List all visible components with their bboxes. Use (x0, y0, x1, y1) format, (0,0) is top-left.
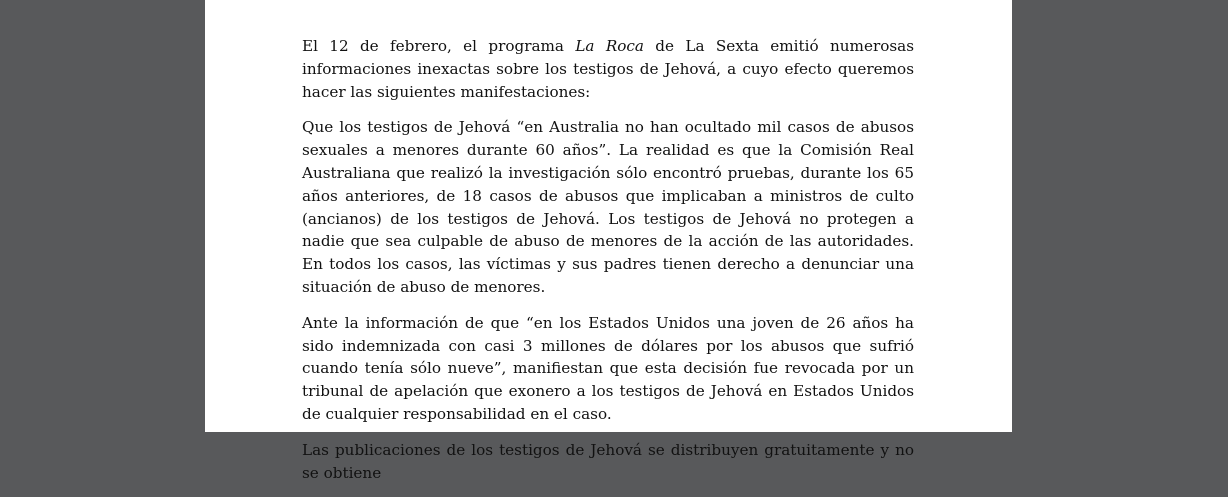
document-body (302, 35, 914, 497)
paragraph-united-states: Ante la información de que “en los Estados Unidos una joven de 26 años ha sido indemnizada con casi 3 millones de dólares por los abusos que sufrió cuando tenía sólo nueve”, manifiestan que esta decisión fue revocada por un tribunal de apelación que exonero a los testigos de Jehová en Estados Unidos de cualquier responsabilidad en el caso. (302, 313, 914, 423)
document-page (205, 0, 1012, 482)
paragraph-intro-start: El 12 de febrero, el programa (302, 37, 576, 55)
paragraph-australia: Que los testigos de Jehová “en Australia no han ocultado mil casos de abusos sexuales a menores durante 60 años”. La realidad es que la Comisión Real Australiana que realizó la investigación sólo encontró pruebas, durante los 65 años anteriores, de 18 casos de abusos que implicaban a ministros de culto (ancianos) de los testigos de Jehová. Los testigos de Jehová no protegen a nadie que sea culpable de abuso de menores de la acción de las autoridades. En todos los casos, las víctimas y sus padres tienen derecho a denunciar una situación de abuso de menores. (302, 118, 914, 296)
paragraph-intro (302, 35, 914, 103)
paragraph-intro-end: de La Sexta emitió numerosas informaciones inexactas sobre los testigos de Jehová, a cuyo efecto queremos hacer las siguientes manifestaciones: (302, 37, 914, 101)
paragraph-publications: Las publicaciones de los testigos de Jehová se distribuyen gratuitamente y no se obtiene (302, 440, 914, 482)
program-name: La Roca (575, 37, 644, 55)
